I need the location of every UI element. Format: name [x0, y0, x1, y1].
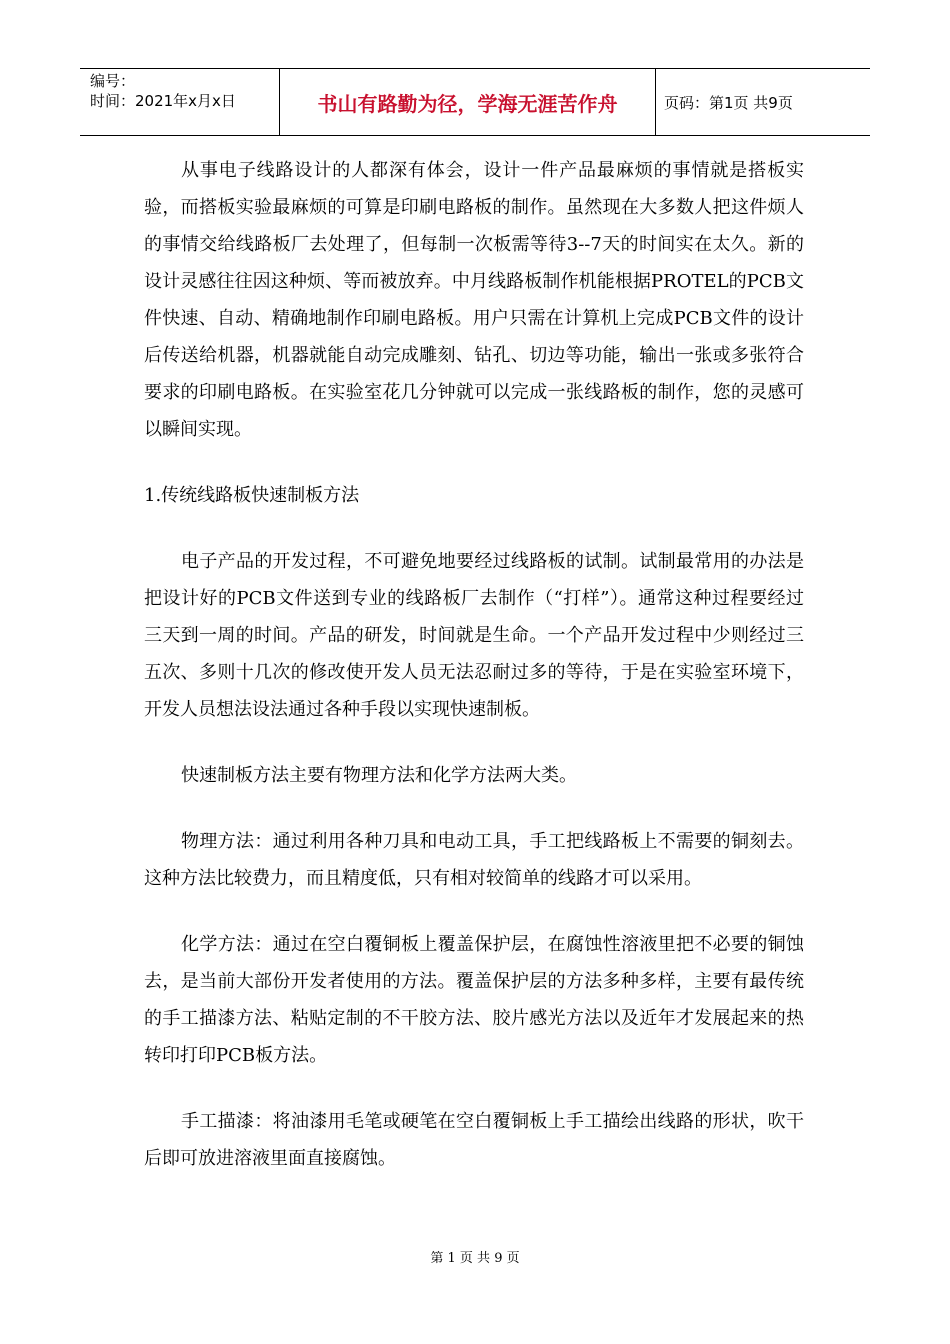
paragraph-methods: 快速制板方法主要有物理方法和化学方法两大类。: [181, 765, 577, 786]
time-label: 时间：2021年x月x日: [90, 92, 236, 110]
page-footer: 第 1 页 共 9 页: [430, 1251, 520, 1266]
paragraph-physical: 物理方法：通过利用各种刀具和电动工具，手工把线路板上不需要的铜刻去。这种方法比较费力，而且精度低，只有相对较简单的线路才可以采用。: [144, 831, 804, 889]
number-label: 编号：: [90, 72, 136, 90]
document-body: [144, 152, 804, 1177]
header-motto: 书山有路勤为径，学海无涯苦作舟: [280, 69, 656, 135]
paragraph-hand-paint: 手工描漆：将油漆用毛笔或硬笔在空白覆铜板上手工描绘出线路的形状，吹干后即可放进溶液里面直接腐蚀。: [144, 1111, 804, 1169]
section-heading: 1.传统线路板快速制板方法: [144, 485, 360, 506]
paragraph-development: 电子产品的开发过程，不可避免地要经过线路板的试制。试制最常用的办法是把设计好的PCB文件送到专业的线路板厂去制作（“打样”）。通常这种过程要经过三天到一周的时间。产品的研发，时间就是生命。一个产品开发过程中少则经过三五次、多则十几次的修改使开发人员无法忍耐过多的等待，于是在实验室环境下，开发人员想法设法通过各种手段以实现快速制板。: [144, 551, 804, 720]
header-meta: [80, 69, 280, 135]
header-page-info: 页码：第1页 共9页: [664, 93, 793, 112]
page-header: [80, 68, 870, 136]
paragraph-intro: 从事电子线路设计的人都深有体会，设计一件产品最麻烦的事情就是搭板实验，而搭板实验最麻烦的可算是印刷电路板的制作。虽然现在大多数人把这件烦人的事情交给线路板厂去处理了，但每制一次板需等待3--7天的时间实在太久。新的设计灵感往往因这种烦、等而被放弃。中月线路板制作机能根据PROTEL的PCB文件快速、自动、精确地制作印刷电路板。用户只需在计算机上完成PCB文件的设计后传送给机器，机器就能自动完成雕刻、钻孔、切边等功能，输出一张或多张符合要求的印刷电路板。在实验室花几分钟就可以完成一张线路板的制作，您的灵感可以瞬间实现。: [144, 160, 804, 440]
paragraph-chemical: 化学方法：通过在空白覆铜板上覆盖保护层，在腐蚀性溶液里把不必要的铜蚀去，是当前大部份开发者使用的方法。覆盖保护层的方法多种多样，主要有最传统的手工描漆方法、粘贴定制的不干胶方法、胶片感光方法以及近年才发展起来的热转印打印PCB板方法。: [144, 934, 804, 1066]
